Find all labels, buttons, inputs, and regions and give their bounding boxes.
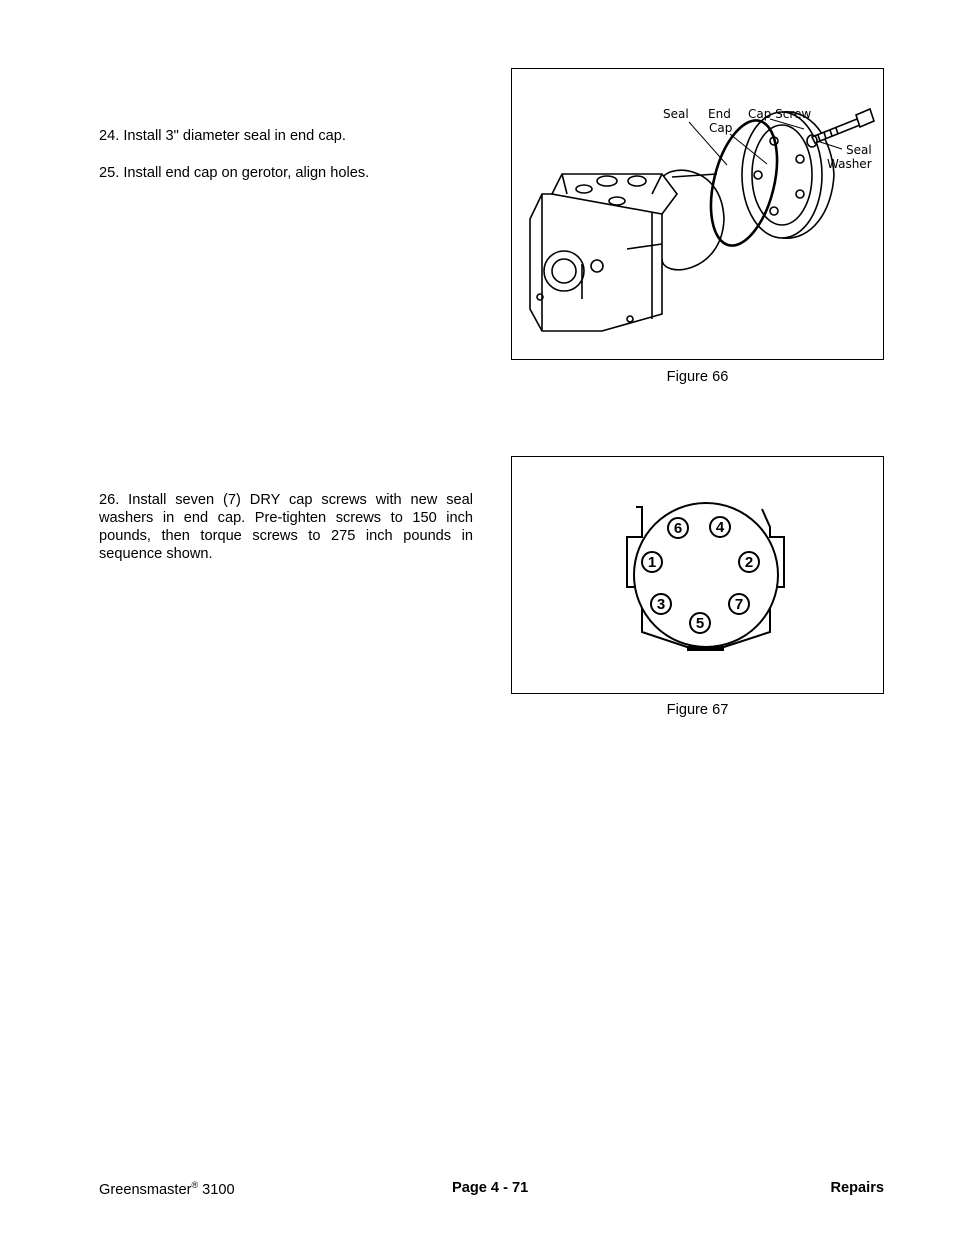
sequence-number-5: 5 <box>695 615 705 632</box>
step-24-text: 24. Install 3" diameter seal in end cap. <box>99 128 346 144</box>
sequence-number-1: 1 <box>647 554 657 571</box>
sequence-number-4: 4 <box>715 519 725 536</box>
sequence-number-6: 6 <box>673 520 683 537</box>
footer-section: Repairs <box>830 1180 884 1196</box>
seal-washer-label-line1: Seal <box>846 143 872 157</box>
figure-66-illustration <box>511 68 884 360</box>
cap-screw-label: Cap Screw <box>748 107 812 121</box>
registered-mark: ® <box>191 1180 199 1190</box>
footer-page-number: Page 4 - 71 <box>452 1180 529 1196</box>
footer-product-name: Greensmaster <box>99 1181 192 1198</box>
seal-washer-label-line2: Washer <box>827 157 872 171</box>
figure-66-caption: Figure 66 <box>666 369 729 385</box>
end-cap-label-line1: End <box>708 107 731 121</box>
step-25-text: 25. Install end cap on gerotor, align holes. <box>99 165 370 181</box>
figure-67-illustration <box>511 456 884 694</box>
step-26-text: 26. Install seven (7) DRY cap screws with new seal washers in end cap. Pre-tighten screws to 150 inch pounds, then torque screws to 275 inch pounds in sequence shown. <box>99 492 473 562</box>
sequence-number-3: 3 <box>656 596 666 613</box>
footer-model: 3100 <box>198 1181 235 1198</box>
sequence-number-2: 2 <box>744 554 754 571</box>
end-cap-label-line2: Cap <box>709 121 733 135</box>
footer-product <box>99 1180 235 1198</box>
seal-label: Seal <box>663 107 689 121</box>
sequence-number-7: 7 <box>734 596 744 613</box>
figure-67-caption: Figure 67 <box>666 702 729 718</box>
